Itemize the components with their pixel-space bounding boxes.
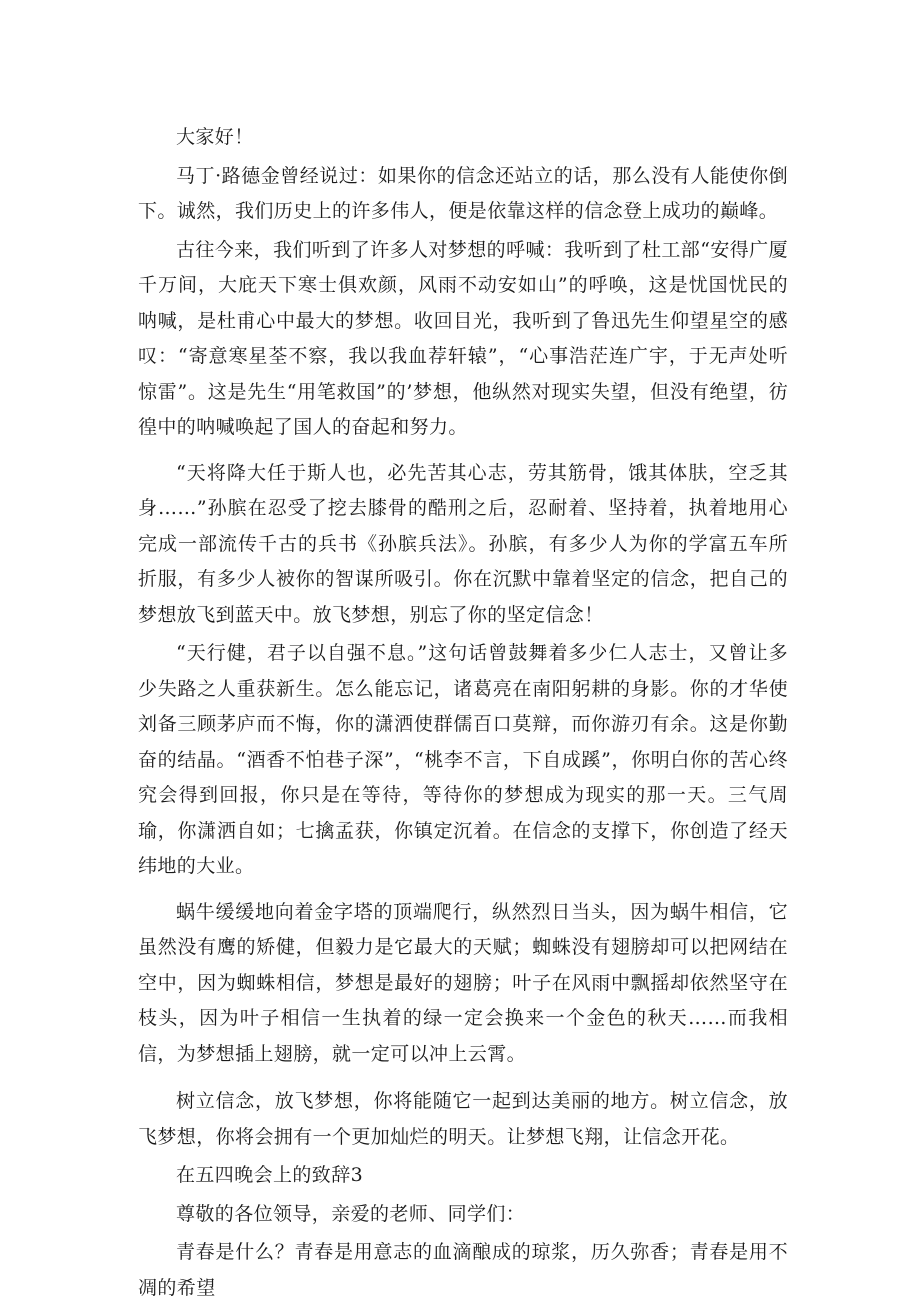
paragraph-conclusion: 树立信念，放飞梦想，你将能随它一起到达美丽的地方。树立信念，放飞梦想，你将会拥有一个更加灿烂的明天。让梦想飞翔，让信念开花。 <box>138 1090 788 1148</box>
document-body <box>138 120 788 1306</box>
paragraph-snail-spider-leaf: 蜗牛缓缓地向着金字塔的顶端爬行，纵然烈日当头，因为蜗牛相信，它虽然没有鹰的矫健，但毅力是它最大的天赋；蜘蛛没有翅膀却可以把网结在空中，因为蜘蛛相信，梦想是最好的翅膀；叶子在风雨中飘摇却依然坚守在枝头，因为叶子相信一生执着的绿一定会换来一个金色的秋天……而我相信，为梦想插上翅膀，就一定可以冲上云霄。 <box>138 900 788 1065</box>
greeting: 大家好！ <box>176 126 254 148</box>
paragraph-zhuge-liang: “天行健，君子以自强不息。”这句话曾鼓舞着多少仁人志士，又曾让多少失路之人重获新生。怎么能忘记，诸葛亮在南阳躬耕的身影。你的才华使刘备三顾茅庐而不悔，你的潇洒使群儒百口莫辩，而你游刃有余。这是你勤奋的结晶。“酒香不怕巷子深”，“桃李不言，下自成蹊”，你明白你的苦心终究会得到回报，你只是在等待，等待你的梦想成为现实的那一天。三气周瑜，你潇洒自如；七擒孟获，你镇定沉着。在信念的支撑下，你创造了经天纬地的大业。 <box>138 642 788 877</box>
salutation: 尊敬的各位领导，亲爱的老师、同学们： <box>176 1202 526 1225</box>
paragraph-youth: 青春是什么？青春是用意志的血滴酿成的琼浆，历久弥香；青春是用不凋的希望 <box>138 1241 788 1299</box>
paragraph-dream-callings: 古往今来，我们听到了许多人对梦想的呼喊：我听到了杜工部“安得广厦千万间，大庇天下寒士俱欢颜，风雨不动安如山”的呼唤，这是忧国忧民的呐喊，是杜甫心中最大的梦想。收回目光，我听到了鲁迅先生仰望星空的感叹：“寄意寒星荃不察，我以我血荐轩辕”，“心事浩茫连广宇，于无声处听惊雷”。这是先生“用笔救国”的’梦想，他纵然对现实失望，但没有绝望，彷徨中的呐喊唤起了国人的奋起和努力。 <box>138 238 788 438</box>
paragraph-sun-bin: “天将降大任于斯人也，必先苦其心志，劳其筋骨，饿其体肤，空乏其身……”孙膑在忍受了挖去膝骨的酷刑之后，忍耐着、坚持着，执着地用心完成一部流传千古的兵书《孙膑兵法》。孙膑，有多少人为你的学富五车所折服，有多少人被你的智谋所吸引。你在沉默中靠着坚定的信念，把自己的梦想放飞到蓝天中。放飞梦想，别忘了你的坚定信念！ <box>138 461 788 626</box>
paragraph-martin-luther-king: 马丁·路德金曾经说过：如果你的信念还站立的话，那么没有人能使你倒下。诚然，我们历史上的许多伟人，便是依靠这样的信念登上成功的巅峰。 <box>138 164 788 222</box>
section-heading: 在五四晚会上的致辞3 <box>176 1164 364 1186</box>
